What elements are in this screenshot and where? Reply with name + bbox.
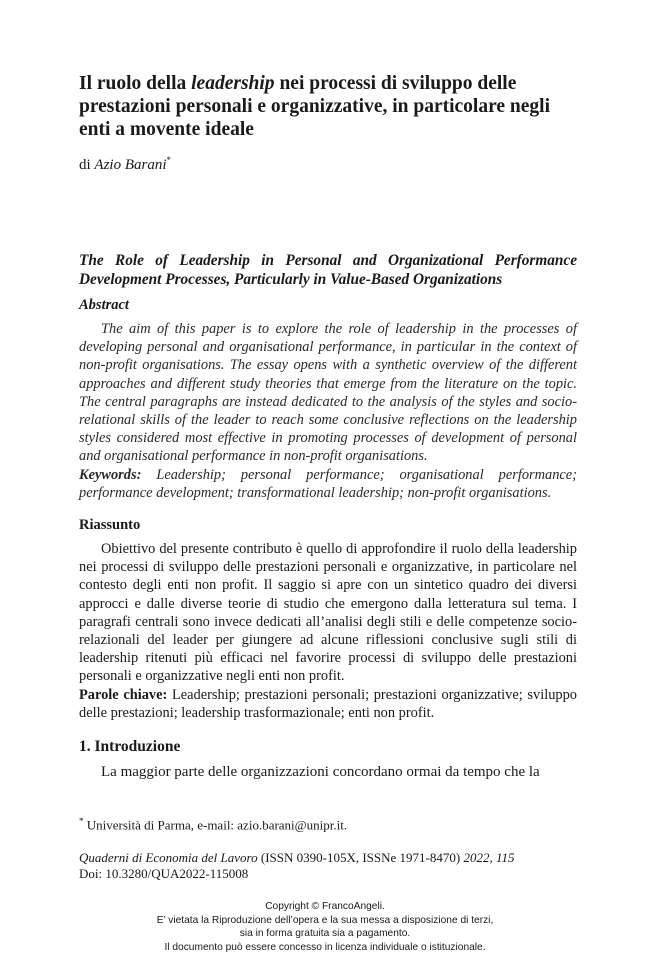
english-title: The Role of Leadership in Personal and Organizational Performance Development Processes, Particularly in Value-Based Organizations [79,252,577,288]
keywords-label: Keywords: [79,467,142,483]
section-heading: 1. Introduzione [79,738,181,755]
parole-chiave-label: Parole chiave: [79,687,168,703]
footnote [79,816,347,833]
riassunto-text: Obiettivo del presente contributo è quello di approfondire il ruolo della leadership nei processi di sviluppo delle prestazioni personali e organizzative, in particolare nel contesto degli enti non profit. Il saggio si apre con un sintetico quadro dei diversi approcci e dalle diverse teorie di studio che emergono dalla letteratura sul tema. I paragrafi centrali sono invece dedicati all’analisi degli stili e delle competenze socio-relazionali del leader per giungere ad alcune riflessioni conclusive sugli stili di leadership ritenuti più efficaci nel favorire processi di sviluppo delle prestazioni personali e organizzative negli enti non profit. [79,541,577,685]
copyright-line-1: Copyright © FrancoAngeli. [265,901,385,912]
title-italic: leadership [191,73,275,94]
title-part-1: Il ruolo della [79,73,192,94]
section-text: La maggior parte delle organizzazioni concordano ormai da tempo che la [101,764,540,780]
author-name: Azio Barani [94,157,167,173]
keywords-paragraph [79,466,577,502]
copyright-line-4: Il documento può essere concesso in licenza individuale o istituzionale. [164,941,486,953]
footnote-mark: * [79,816,84,826]
author-line [79,155,171,174]
riassunto-heading: Riassunto [79,517,141,533]
copyright-notice [0,900,650,954]
footnote-text: Università di Parma, e-mail: azio.barani@unipr.it. [83,817,348,833]
copyright-line-3: sia in forma gratuita sia a pagamento. [239,928,411,939]
parole-chiave-paragraph [79,686,577,722]
journal-name: Quaderni di Economia del Lavoro [79,850,258,865]
copyright-line-2: E’ vietata la Riproduzione dell’opera e la sua messa a disposizione di terzi, [156,914,494,926]
journal-issn: (ISSN 0390-105X, ISSNe 1971-8470) [257,850,464,865]
author-prefix: di [79,157,95,173]
parole-chiave-text: Leadership; prestazioni personali; prestazioni organizzative; sviluppo delle prestazioni; leadership trasformazionale; enti non profit. [79,687,577,722]
keywords-text: Leadership; personal performance; organisational performance; performance development; transformational leadership; non-profit organisations. [79,467,577,502]
abstract-heading: Abstract [79,297,129,313]
title-part-2: nei processi di sviluppo delle prestazioni personali e organizzative, in particolare negli enti a movente ideale [79,73,551,140]
journal-citation [79,850,579,866]
journal-info [79,850,579,882]
journal-issue: 2022, 115 [463,850,515,865]
journal-doi: Doi: 10.3280/QUA2022-115008 [79,866,249,881]
article-title [79,72,579,141]
author-footnote-mark: * [166,155,172,165]
abstract-text: The aim of this paper is to explore the role of leadership in the processes of developing personal and organisational performance, in particular in the context of non-profit organisations. The essay opens with a synthetic overview of the different approaches and different study theories that emerge from the literature on the topic. The central paragraphs are instead dedicated to the analysis of the styles and socio-relational skills of the leader to reach some conclusive reflections on the leadership styles considered most effective in promoting processes of development of personal and organisational performance in non-profit organisations. [79,321,577,465]
